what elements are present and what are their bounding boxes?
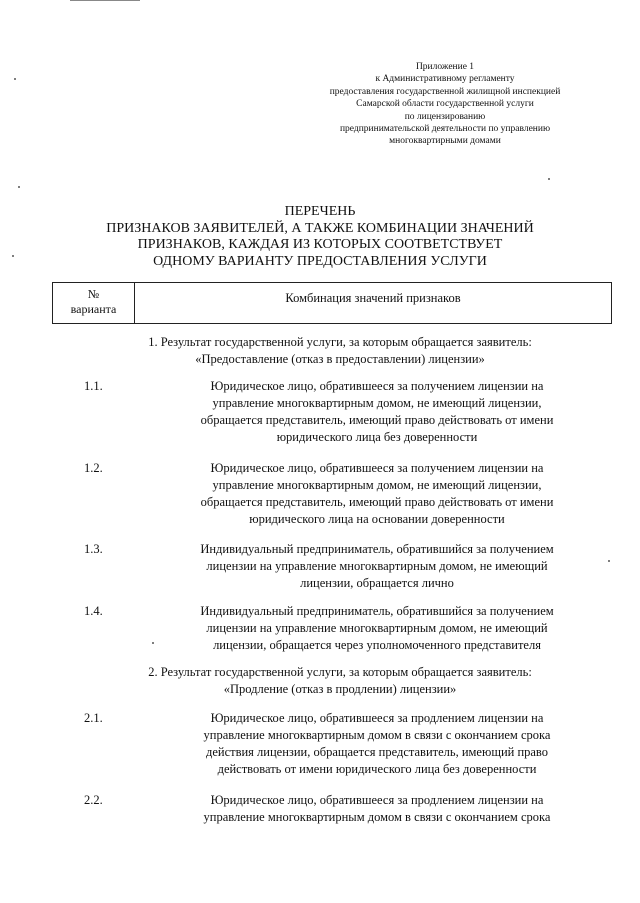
item-number: 2.1. (84, 711, 103, 725)
item-text (152, 710, 602, 778)
item-line: Юридическое лицо, обратившееся за продлением лицензии на (210, 711, 544, 725)
combination-header: Комбинация значений признаков (285, 291, 461, 305)
section-heading (60, 664, 620, 697)
title-line: ОДНОМУ ВАРИАНТУ ПРЕДОСТАВЛЕНИЯ УСЛУГИ (153, 253, 487, 269)
item-line: управление многоквартирным домом, не имеющий лицензии, (212, 396, 542, 410)
table-header (52, 282, 612, 324)
appendix-line: по лицензированию (404, 111, 486, 122)
header-label: № (87, 287, 100, 301)
item-number: 1.4. (84, 604, 103, 618)
item-line: Юридическое лицо, обратившееся за получением лицензии на (210, 379, 544, 393)
item-line: действовать от имени юридического лица без доверенности (217, 762, 537, 776)
item-line: Индивидуальный предприниматель, обратившийся за получением (200, 542, 554, 556)
appendix-line: многоквартирными домами (389, 136, 501, 147)
item-line: действия лицензии, обращается представитель, имеющий право (205, 745, 549, 759)
section-line: 1. Результат государственной услуги, за которым обращается заявитель: (148, 335, 532, 349)
variant-number-header (53, 283, 135, 323)
scan-dot (12, 255, 14, 257)
item-line: управление многоквартирным домом в связи с окончанием срока (203, 728, 551, 742)
item-line: лицензии, обращается лично (300, 576, 454, 590)
section-line: 2. Результат государственной услуги, за которым обращается заявитель: (148, 665, 532, 679)
scan-artifact-line (70, 0, 140, 1)
item-line: лицензии на управление многоквартирным домом, не имеющий (206, 559, 548, 573)
item-line: юридического лица на основании доверенности (249, 512, 505, 526)
item-line: обращается представитель, имеющий право действовать от имени (200, 413, 554, 427)
appendix-line: Приложение 1 (415, 62, 475, 72)
item-number: 1.1. (84, 379, 103, 393)
item-line: обращается представитель, имеющий право действовать от имени (200, 495, 554, 509)
item-text (152, 603, 602, 654)
scan-dot (608, 560, 610, 562)
item-text (152, 541, 602, 592)
scan-dot (548, 178, 550, 180)
scan-dot (18, 186, 20, 188)
appendix-line: Самарской области государственной услуги (356, 99, 534, 110)
section-heading (60, 334, 620, 367)
item-number: 1.2. (84, 461, 103, 475)
item-number: 2.2. (84, 793, 103, 807)
appendix-line: предпринимательской деятельности по управлению (339, 124, 551, 135)
document-title (60, 204, 580, 270)
item-text (152, 378, 602, 446)
appendix-reference (290, 61, 600, 148)
item-line: управление многоквартирным домом в связи с окончанием срока (203, 810, 551, 824)
item-line: лицензии, обращается через уполномоченного представителя (213, 638, 541, 652)
scan-dot (14, 78, 16, 80)
title-line: ПРИЗНАКОВ, КАЖДАЯ ИЗ КОТОРЫХ СООТВЕТСТВУЕТ (137, 237, 503, 252)
header-label: варианта (70, 302, 117, 316)
title-line: ПЕРЕЧЕНЬ (284, 204, 356, 219)
section-line: «Продление (отказ в продлении) лицензии» (223, 681, 457, 696)
item-line: юридического лица без доверенности (276, 430, 478, 444)
item-line: Юридическое лицо, обратившееся за получением лицензии на (210, 461, 544, 475)
item-text (152, 792, 602, 826)
item-number: 1.3. (84, 542, 103, 556)
title-line: ПРИЗНАКОВ ЗАЯВИТЕЛЕЙ, А ТАКЖЕ КОМБИНАЦИИ ЗНАЧЕНИЙ (106, 220, 534, 236)
item-line: управление многоквартирным домом, не имеющий лицензии, (212, 478, 542, 492)
item-line: Индивидуальный предприниматель, обратившийся за получением (200, 604, 554, 618)
item-line: Юридическое лицо, обратившееся за продлением лицензии на (210, 793, 544, 807)
item-line: лицензии на управление многоквартирным домом, не имеющий (206, 621, 548, 635)
section-line: «Предоставление (отказ в предоставлении) лицензии» (195, 351, 485, 366)
item-text (152, 460, 602, 528)
appendix-line: предоставления государственной жилищной инспекцией (329, 86, 561, 97)
appendix-line: к Административному регламенту (375, 74, 515, 85)
